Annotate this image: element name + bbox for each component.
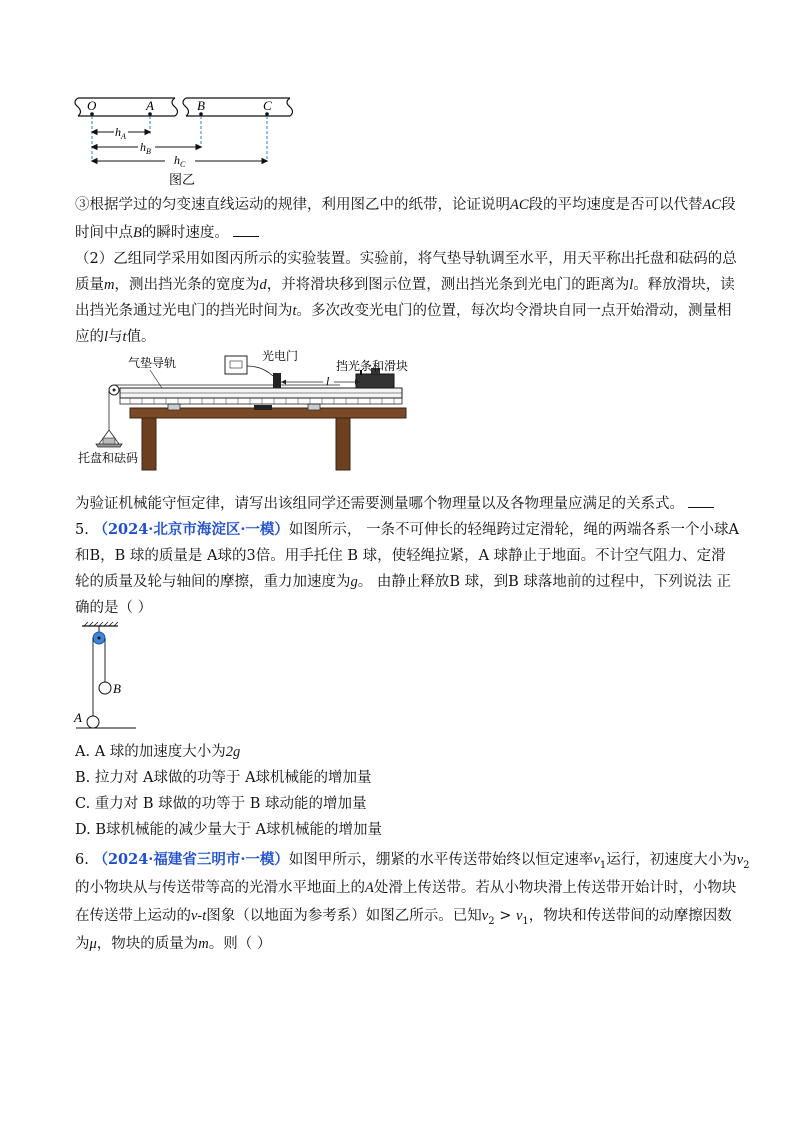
- ball-a-label: A: [74, 710, 82, 725]
- answer-blank: [688, 493, 714, 508]
- label-b: B: [197, 98, 205, 113]
- photogate: [273, 373, 281, 388]
- q5-line2: 和B，B 球的质量是 A球的3倍。用手托住 B 球，使轻绳拉紧，A 球静止于地面。不计空气阻力、定滑: [75, 548, 726, 564]
- q6-line2: 的小物块从与传送带等高的光滑水平地面上的A处滑上传送带。若从小物块滑上传送带开始计时，小物块: [75, 880, 737, 896]
- label-gate: 光电门: [262, 349, 299, 363]
- label-l: l: [326, 374, 330, 388]
- q5-line3: 轮的质量及轮与轴间的摩擦，重力加速度为g。 由静止释放B 球，到B 球落地前的过程中，下列说法 正: [75, 574, 731, 590]
- q6-line1: 6. （2024·福建省三明市·一模）如图甲所示，绷紧的水平传送带始终以恒定速率$v_1$运行，初速度大小为$v_2$: [75, 851, 750, 871]
- q5-pulley-figure: [72, 622, 142, 732]
- dim-hc: $h_C$: [174, 153, 186, 169]
- q4-part2-line4: 应的l与t值。: [75, 329, 156, 345]
- q4-final-question: 为验证机械能守恒定律，请写出该组同学还需要测量哪个物理量以及各物理量应满足的关系式。: [75, 490, 735, 518]
- q4-part2-line3: 出挡光条通过光电门的挡光时间为t。多次改变光电门的位置，每次均令滑块自同一点开始滑动，测量相: [75, 303, 732, 319]
- q6-line4: 为μ，物块的质量为m。则（ ）: [75, 936, 272, 952]
- q5-option-b[interactable]: B. 拉力对 A球做的功等于 A球机械能的增加量: [75, 770, 372, 786]
- answer-blank: [233, 222, 259, 237]
- dim-ha: $h_A$: [115, 125, 126, 141]
- figure-yi-caption: 图乙: [169, 172, 196, 187]
- slider: [356, 374, 394, 388]
- figure-bing-apparatus: [78, 348, 420, 473]
- q4-part2-line1: （2）乙组同学采用如图丙所示的实验装置。实验前，将气垫导轨调至水平，用天平称出托盘和砝码的总: [75, 251, 737, 267]
- q5-line4: 确的是（ ）: [75, 600, 153, 616]
- dim-hb: $h_B$: [140, 140, 151, 156]
- tray: [96, 444, 122, 447]
- ball-b-label: B: [113, 681, 121, 696]
- q5-option-a[interactable]: A. A 球的加速度大小为2g: [75, 744, 241, 760]
- q4-part3-line2: 时间中点B的瞬时速度。: [75, 219, 735, 247]
- q4-part3-line1: ③根据学过的匀变速直线运动的规律，利用图乙中的纸带，论证说明AC段的平均速度是否可以代替AC段: [75, 197, 736, 213]
- label-a: A: [146, 98, 154, 113]
- label-c: C: [263, 98, 272, 113]
- figure-yi-tape: [70, 92, 310, 192]
- ball-b: [99, 682, 111, 694]
- ball-a: [87, 716, 99, 728]
- q4-part2-line2: 质量m，测出挡光条的宽度为d，并将滑块移到图示位置，测出挡光条到光电门的距离为l。释放滑块，读: [75, 277, 735, 293]
- q5-line1: 5. （2024·北京市海淀区·一模）如图所示， 一条不可伸长的轻绳跨过定滑轮，绳的两端各系一个小球A: [75, 521, 739, 538]
- label-o: O: [87, 98, 97, 113]
- label-rail: 气垫导轨: [128, 356, 177, 370]
- label-slider: 挡光条和滑块: [336, 359, 409, 373]
- q5-option-c[interactable]: C. 重力对 B 球做的功等于 B 球动能的增加量: [75, 796, 367, 812]
- label-tray: 托盘和砝码: [78, 451, 139, 465]
- q6-line3: 在传送带上运动的v-t图象（以地面为参考系）如图乙所示。已知$v_2 > v_1$，物块和传送带间的动摩擦因数: [75, 908, 732, 927]
- q5-option-d[interactable]: D. B球机械能的减少量大于 A球机械能的增加量: [75, 822, 383, 838]
